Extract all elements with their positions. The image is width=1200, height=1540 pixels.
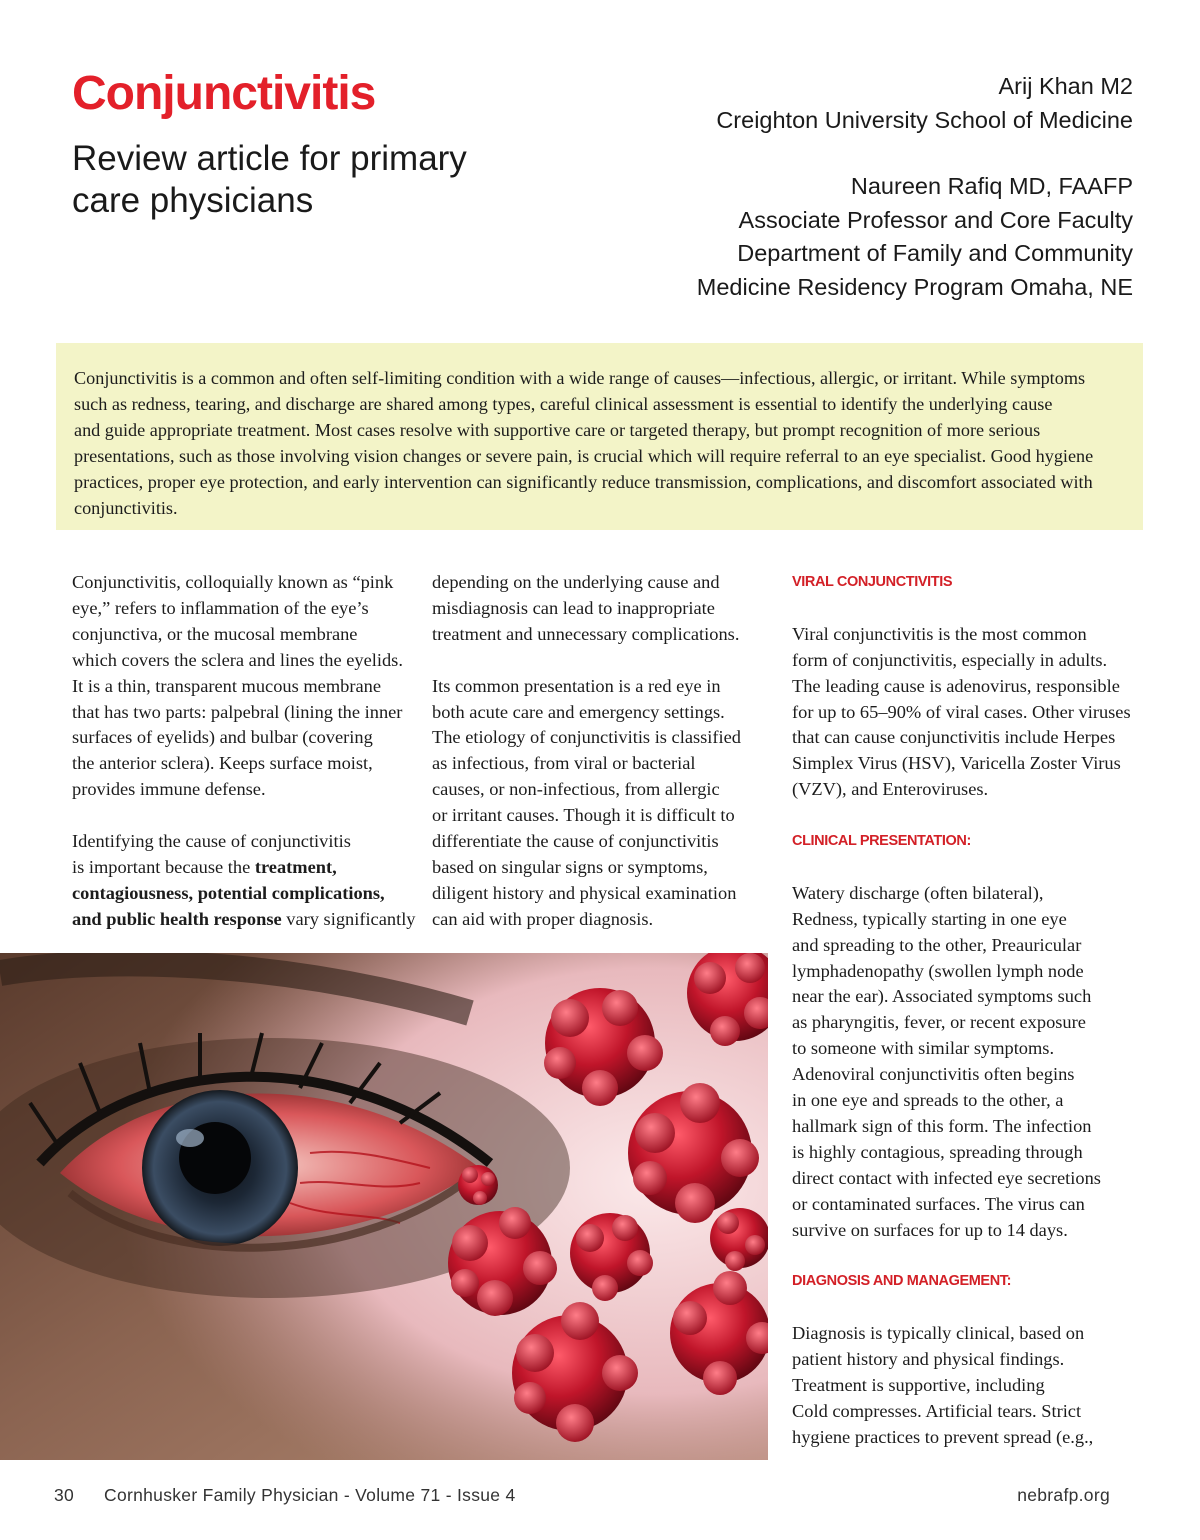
text-line: direct contact with infected eye secretions [792,1167,1101,1188]
article-subtitle [72,138,512,222]
paragraph [72,570,417,803]
text-line: Watery discharge (often bilateral), [792,882,1044,903]
text-line: survive on surfaces for up to 14 days. [792,1219,1068,1240]
text-line: and spreading to the other, Preauricular [792,934,1082,955]
text-line: conjunctiva, or the mucosal membrane [72,623,358,644]
article-title: Conjunctivitis [72,67,376,120]
text-line: surfaces of eyelids) and bulbar (covering [72,727,373,748]
text-run: vary significantly [281,908,416,929]
text-line: which covers the sclera and lines the eyelids. [72,649,403,670]
page-number: 30 [54,1485,75,1505]
paragraph [432,674,772,933]
author-affiliation: Medicine Residency Program Omaha, NE [696,273,1133,300]
text-line: provides immune defense. [72,779,266,800]
text-line: is highly contagious, spreading through [792,1141,1083,1162]
section-heading-viral: VIRAL CONJUNCTIVITIS [792,574,953,590]
text-line: hygiene practices to prevent spread (e.g., [792,1426,1094,1447]
text-line: Cold compresses. Artificial tears. Strict [792,1400,1082,1421]
text-line: in one eye and spreads to the other, a [792,1090,1064,1111]
abstract-line: conjunctivitis. [74,498,178,518]
text-line: depending on the underlying cause and [432,572,720,592]
text-line: lymphadenopathy (swollen lymph node [792,960,1084,981]
text-line: Its common presentation is a red eye in [432,675,721,696]
website-link[interactable]: nebrafp.org [1017,1485,1110,1505]
text-line: that has two parts: palpebral (lining the inner [72,701,403,722]
text-line: or irritant causes. Though it is difficult to [432,805,735,826]
text-line: Redness, typically starting in one eye [792,908,1067,929]
text-line: (VZV), and Enteroviruses. [792,779,989,800]
paragraph [792,881,1142,1244]
bold-text: contagiousness, potential complications, [72,882,385,903]
body-column-1 [72,570,417,959]
author-name: Arij Khan M2 [998,73,1133,99]
body-column-2 [432,570,772,959]
paragraph [792,1321,1142,1451]
text-line: causes, or non-infectious, from allergic [432,779,720,800]
author-affiliation: Creighton University School of Medicine [716,106,1133,133]
text-line [72,907,417,933]
author-affiliation: Department of Family and Community [737,240,1133,266]
abstract-line: presentations, such as those involving vision changes or severe pain, is crucial which will require referral to an eye specialist. Good hygiene [74,446,1094,466]
text-line: Treatment is supportive, including [792,1374,1045,1395]
text-line: eye,” refers to inflammation of the eye’s [72,597,369,618]
paragraph [792,622,1142,803]
text-line: The etiology of conjunctivitis is classified [432,727,742,748]
abstract-line: and guide appropriate treatment. Most cases resolve with supportive care or targeted therapy, but prompt recognition of more serious [74,420,1041,440]
text-line: as infectious, from viral or bacterial [432,753,696,774]
author-block [697,70,1133,304]
text-line: The leading cause is adenovirus, responsible [792,675,1120,696]
paragraph [72,829,417,933]
text-line: as pharyngitis, fever, or recent exposure [792,1012,1086,1033]
text-line: hallmark sign of this form. The infection [792,1115,1092,1136]
text-line: that can cause conjunctivitis include Herpes [792,727,1116,748]
paragraph [432,570,772,648]
text-line: diligent history and physical examination [432,882,737,903]
text-line: can aid with proper diagnosis. [432,908,654,929]
bold-text: and public health response [72,908,282,929]
text-line: the anterior sclera). Keeps surface moist, [72,753,373,774]
text-line: based on singular signs or symptoms, [432,856,708,877]
text-line: form of conjunctivitis, especially in adults. [792,649,1108,670]
subtitle-line: care physicians [72,181,314,220]
text-line: Conjunctivitis, colloquially known as “pink [72,572,394,592]
text-line: misdiagnosis can lead to inappropriate [432,597,715,618]
bold-text: treatment, [254,856,337,877]
abstract-line: Conjunctivitis is a common and often self-limiting condition with a wide range of causes—infectious, allergic, or irritant. While symptoms [74,368,1086,388]
eye-virus-photo [0,953,768,1460]
text-line: both acute care and emergency settings. [432,701,725,722]
text-line: near the ear). Associated symptoms such [792,986,1092,1007]
text-line: differentiate the cause of conjunctivitis [432,831,719,852]
publication-info: Cornhusker Family Physician - Volume 71 - Issue 4 [104,1485,516,1505]
text-line [72,855,417,881]
text-line: for up to 65–90% of viral cases. Other viruses [792,701,1131,722]
author-name: Naureen Rafiq MD, FAAFP [850,173,1133,199]
section-heading-clinical: CLINICAL PRESENTATION: [792,833,971,850]
text-line: Diagnosis is typically clinical, based on [792,1323,1085,1344]
text-line: Viral conjunctivitis is the most common [792,623,1087,644]
abstract-line: practices, proper eye protection, and early intervention can significantly reduce transmission, complications, and discomfort associated with [74,472,1093,492]
text-line: or contaminated surfaces. The virus can [792,1193,1085,1214]
text-line: to someone with similar symptoms. [792,1038,1055,1059]
text-line: treatment and unnecessary complications. [432,623,740,644]
text-run: is important because the [72,856,255,877]
text-line: patient history and physical findings. [792,1349,1065,1370]
text-line: It is a thin, transparent mucous membrane [72,675,381,696]
text-line: Simplex Virus (HSV), Varicella Zoster Virus [792,753,1121,774]
text-line: Adenoviral conjunctivitis often begins [792,1064,1075,1085]
virus-particle [458,1165,498,1205]
body-column-3 [792,570,1142,1477]
section-heading-diagnosis: DIAGNOSIS AND MANAGEMENT: [792,1273,1012,1290]
abstract-box [56,343,1143,530]
abstract-line: such as redness, tearing, and discharge are shared among types, careful clinical assessment is essential to identify the underlying cause [74,394,1053,414]
subtitle-line: Review article for primary [72,139,467,178]
author-affiliation: Associate Professor and Core Faculty [738,206,1133,233]
text-line: Identifying the cause of conjunctivitis [72,831,351,852]
